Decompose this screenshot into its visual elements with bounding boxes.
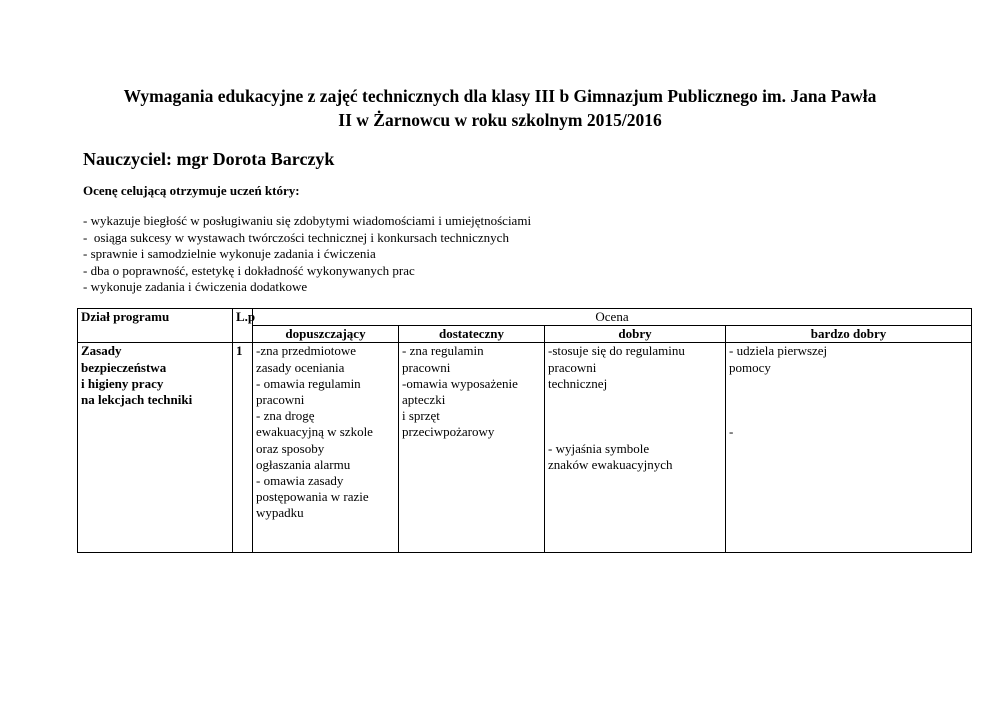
cell-bardzo-dobry: [726, 343, 972, 553]
header-grade-dobry: dobry: [545, 326, 726, 343]
table-row: [78, 343, 972, 553]
cell-line: - zna regulamin: [402, 343, 484, 359]
cell-line: przeciwpożarowy: [402, 424, 495, 440]
cell-dopuszczajacy: [253, 343, 399, 553]
header-grade-dostateczny: dostateczny: [399, 326, 545, 343]
cell-line: - omawia regulamin: [256, 375, 361, 391]
cell-line: na lekcjach techniki: [81, 392, 193, 408]
cell-dostateczny: [399, 343, 545, 553]
cell-line: znaków ewakuacyjnych: [548, 456, 673, 472]
cell-line: Zasady: [81, 343, 122, 359]
cell-line: - omawia zasady: [256, 473, 344, 489]
cell-line: pracowni: [402, 359, 451, 375]
cell-line: postępowania w razie: [256, 489, 369, 505]
teacher-name: Nauczyciel: mgr Dorota Barczyk: [83, 149, 335, 169]
requirements-list: [83, 213, 531, 296]
cell-line: ogłaszania alarmu: [256, 456, 351, 472]
header-grade-bardzo-dobry: bardzo dobry: [726, 326, 972, 343]
document-title: [60, 84, 940, 132]
cell-line: apteczki: [402, 392, 446, 408]
list-item: - osiąga sukcesy w wystawach twórczości technicznej i konkursach technicznych: [83, 229, 509, 245]
cell-line: zasady oceniania: [256, 359, 345, 375]
cell-dzial: [78, 343, 233, 553]
header-lp: L.p: [233, 309, 253, 343]
intro-heading: Ocenę celującą otrzymuje uczeń który:: [83, 183, 300, 198]
cell-line: technicznej: [548, 375, 608, 391]
title-line-2: II w Żarnowcu w roku szkolnym 2015/2016: [338, 110, 662, 130]
cell-line: - wyjaśnia symbole: [548, 440, 650, 456]
cell-line: i sprzęt: [402, 408, 440, 424]
cell-lp: 1: [233, 343, 253, 553]
cell-line: -omawia wyposażenie: [402, 375, 518, 391]
header-grade-dopuszczajacy: dopuszczający: [253, 326, 399, 343]
header-dzial: Dział programu: [78, 309, 233, 343]
cell-line: pracowni: [256, 392, 305, 408]
cell-line: - udziela pierwszej: [729, 343, 828, 359]
cell-line: pomocy: [729, 359, 771, 375]
cell-line: ewakuacyjną w szkole: [256, 424, 373, 440]
requirements-table: [77, 308, 972, 553]
cell-dobry: [545, 343, 726, 553]
cell-line: pracowni: [548, 359, 597, 375]
cell-line: i higieny pracy: [81, 375, 164, 391]
list-item: - wykonuje zadania i ćwiczenia dodatkowe: [83, 279, 308, 294]
cell-line: -zna przedmiotowe: [256, 343, 356, 359]
list-item: - wykazuje biegłość w posługiwaniu się zdobytymi wiadomościami i umiejętnościami: [83, 213, 532, 228]
cell-line: oraz sposoby: [256, 440, 325, 456]
list-item: - dba o poprawność, estetykę i dokładność wykonywanych prac: [83, 262, 415, 278]
header-ocena: Ocena: [253, 309, 972, 326]
cell-line: -stosuje się do regulaminu: [548, 343, 685, 359]
list-item: - sprawnie i samodzielnie wykonuje zadania i ćwiczenia: [83, 246, 376, 261]
cell-line: bezpieczeństwa: [81, 359, 167, 375]
cell-line: -: [729, 424, 734, 440]
title-line-1: Wymagania edukacyjne z zajęć technicznych dla klasy III b Gimnazjum Publicznego im. Jana Pawła: [123, 86, 877, 106]
cell-line: wypadku: [256, 505, 304, 521]
cell-line: - zna drogę: [256, 408, 315, 424]
